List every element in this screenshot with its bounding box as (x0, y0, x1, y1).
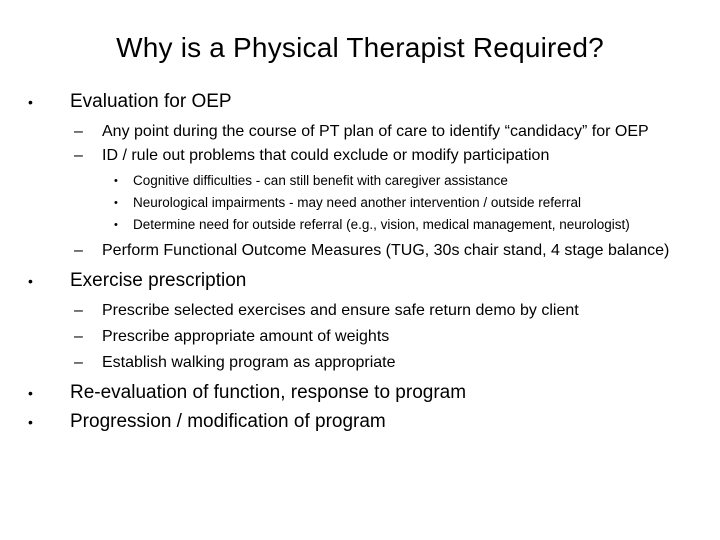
sub-bullet-prescribe-exercises (0, 301, 720, 321)
slide-title: Why is a Physical Therapist Required? (116, 32, 604, 63)
sub-bullet-text: Prescribe appropriate amount of weights (102, 328, 390, 345)
bullet-marker: • (28, 385, 33, 401)
sub-bullet-text: Any point during the course of PT plan of care to identify “candidacy” for OEP (102, 123, 649, 140)
dash-marker: – (74, 147, 83, 164)
sub-bullet-outcome-measures (0, 241, 720, 261)
sub-sub-bullet-neurological (0, 194, 720, 212)
bullet-evaluation-for-oep (0, 88, 720, 116)
bullet-text: Progression / modification of program (70, 411, 386, 432)
bullet-marker: • (28, 273, 33, 289)
sub-bullet-text: Establish walking program as appropriate (102, 354, 396, 371)
dash-marker: – (74, 123, 83, 140)
sub-bullet-candidacy (0, 122, 720, 142)
bullet-re-evaluation (0, 379, 720, 407)
dash-marker: – (74, 354, 83, 371)
bullet-progression (0, 408, 720, 436)
sub-bullet-prescribe-weights (0, 327, 720, 347)
dash-marker: – (74, 242, 83, 259)
bullet-marker: • (114, 197, 118, 209)
bullet-list (0, 88, 720, 436)
sub-bullet-text: ID / rule out problems that could exclude or modify participation (102, 147, 550, 164)
bullet-marker: • (114, 175, 118, 187)
sub-sub-bullet-text: Determine need for outside referral (e.g., vision, medical management, neurologist) (133, 217, 630, 232)
sub-sub-bullet-text: Neurological impairments - may need another intervention / outside referral (133, 195, 581, 210)
sub-bullet-text: Perform Functional Outcome Measures (TUG, 30s chair stand, 4 stage balance) (102, 242, 670, 259)
bullet-text: Exercise prescription (70, 270, 247, 291)
sub-bullet-text: Prescribe selected exercises and ensure safe return demo by client (102, 302, 579, 319)
sub-bullet-walking-program (0, 353, 720, 373)
bullet-marker: • (114, 219, 118, 231)
bullet-marker: • (28, 94, 33, 110)
bullet-text: Evaluation for OEP (70, 91, 232, 112)
dash-marker: – (74, 328, 83, 345)
bullet-exercise-prescription (0, 267, 720, 295)
sub-sub-bullet-cognitive (0, 172, 720, 190)
bullet-text: Re-evaluation of function, response to program (70, 382, 467, 403)
sub-bullet-rule-out (0, 146, 720, 166)
sub-sub-bullet-referral (0, 216, 720, 234)
dash-marker: – (74, 302, 83, 319)
sub-sub-bullet-text: Cognitive difficulties - can still benefit with caregiver assistance (133, 173, 508, 188)
bullet-marker: • (28, 414, 33, 430)
